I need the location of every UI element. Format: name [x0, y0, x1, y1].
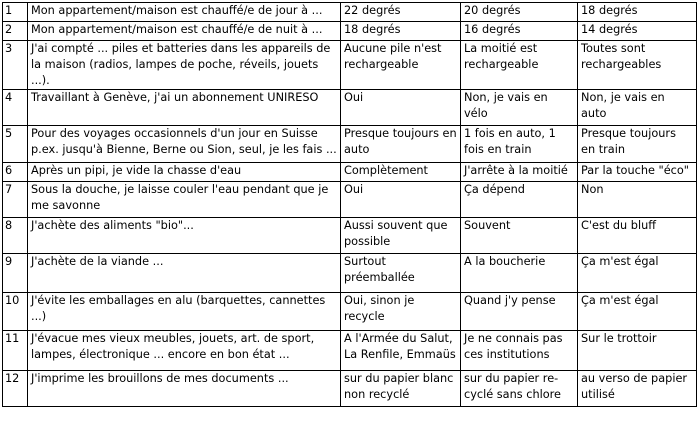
table-row: [3, 254, 697, 293]
row-number: 6: [3, 163, 28, 182]
answer-b-cell: La moitié est rechargeable: [461, 41, 578, 90]
table-row: [3, 371, 697, 407]
question-cell: Mon appartement/maison est chauffé/e de nuit à ...: [28, 22, 341, 41]
answer-c-cell: au verso de papier utilisé: [578, 371, 697, 407]
answer-b-cell: Souvent: [461, 218, 578, 254]
table-row: [3, 126, 697, 163]
row-number: 11: [3, 331, 28, 371]
answer-c-cell: Par la touche "éco": [578, 163, 697, 182]
answer-a-cell: 18 degrés: [341, 22, 461, 41]
answer-a-cell: Aussi souvent que possible: [341, 218, 461, 254]
row-number: 4: [3, 90, 28, 126]
answer-a-cell: Complètement: [341, 163, 461, 182]
answer-b-cell: 20 degrés: [461, 3, 578, 22]
row-number: 10: [3, 293, 28, 331]
table-row: [3, 41, 697, 90]
row-number: 12: [3, 371, 28, 407]
answer-b-cell: 16 degrés: [461, 22, 578, 41]
answer-c-cell: Non: [578, 182, 697, 218]
answer-a-cell: Presque toujours en auto: [341, 126, 461, 163]
answer-b-cell: Non, je vais en vélo: [461, 90, 578, 126]
answer-c-cell: Non, je vais en auto: [578, 90, 697, 126]
answer-b-cell: Quand j'y pense: [461, 293, 578, 331]
table-row: [3, 331, 697, 371]
questionnaire-table: [2, 2, 697, 407]
answer-a-cell: Aucune pile n'est rechargeable: [341, 41, 461, 90]
table-row: [3, 218, 697, 254]
answer-c-cell: Presque toujours en train: [578, 126, 697, 163]
row-number: 5: [3, 126, 28, 163]
question-cell: Travaillant à Genève, j'ai un abonnement UNIRESO: [28, 90, 341, 126]
question-cell: J'imprime les brouillons de mes documents ...: [28, 371, 341, 407]
question-cell: J'évacue mes vieux meubles, jouets, art. de sport, lampes, électronique ... encore en bon état ...: [28, 331, 341, 371]
answer-a-cell: Oui, sinon je recycle: [341, 293, 461, 331]
question-cell: J'évite les emballages en alu (barquettes, cannettes ...): [28, 293, 341, 331]
answer-a-cell: Oui: [341, 90, 461, 126]
row-number: 2: [3, 22, 28, 41]
answer-c-cell: Ça m'est égal: [578, 293, 697, 331]
question-cell: Mon appartement/maison est chauffé/e de jour à ...: [28, 3, 341, 22]
answer-a-cell: 22 degrés: [341, 3, 461, 22]
answer-b-cell: 1 fois en auto, 1 fois en train: [461, 126, 578, 163]
answer-b-cell: sur du papier re-cyclé sans chlore: [461, 371, 578, 407]
answer-c-cell: 18 degrés: [578, 3, 697, 22]
answer-c-cell: Sur le trottoir: [578, 331, 697, 371]
answer-b-cell: Ça dépend: [461, 182, 578, 218]
answer-a-cell: Surtout préemballée: [341, 254, 461, 293]
table-row: [3, 22, 697, 41]
row-number: 3: [3, 41, 28, 90]
question-cell: Sous la douche, je laisse couler l'eau pendant que je me savonne: [28, 182, 341, 218]
question-cell: J'achète de la viande ...: [28, 254, 341, 293]
row-number: 8: [3, 218, 28, 254]
table-row: [3, 90, 697, 126]
question-cell: J'achète des aliments "bio"...: [28, 218, 341, 254]
table-row: [3, 163, 697, 182]
row-number: 9: [3, 254, 28, 293]
answer-c-cell: C'est du bluff: [578, 218, 697, 254]
answer-b-cell: J'arrête à la moitié: [461, 163, 578, 182]
table-row: [3, 182, 697, 218]
answer-a-cell: sur du papier blanc non recyclé: [341, 371, 461, 407]
answer-c-cell: 14 degrés: [578, 22, 697, 41]
table-row: [3, 293, 697, 331]
question-cell: J'ai compté ... piles et batteries dans les appareils de la maison (radios, lampes de poche, réveils, jouets ...).: [28, 41, 341, 90]
question-cell: Pour des voyages occasionnels d'un jour en Suisse p.ex. jusqu'à Bienne, Berne ou Sion, seul, je les fais ...: [28, 126, 341, 163]
row-number: 1: [3, 3, 28, 22]
answer-b-cell: A la boucherie: [461, 254, 578, 293]
answer-c-cell: Toutes sont rechargeables: [578, 41, 697, 90]
question-cell: Après un pipi, je vide la chasse d'eau: [28, 163, 341, 182]
answer-a-cell: A l'Armée du Salut, La Renfile, Emmaüs: [341, 331, 461, 371]
answer-b-cell: Je ne connais pas ces institutions: [461, 331, 578, 371]
answer-a-cell: Oui: [341, 182, 461, 218]
answer-c-cell: Ça m'est égal: [578, 254, 697, 293]
row-number: 7: [3, 182, 28, 218]
table-row: [3, 3, 697, 22]
